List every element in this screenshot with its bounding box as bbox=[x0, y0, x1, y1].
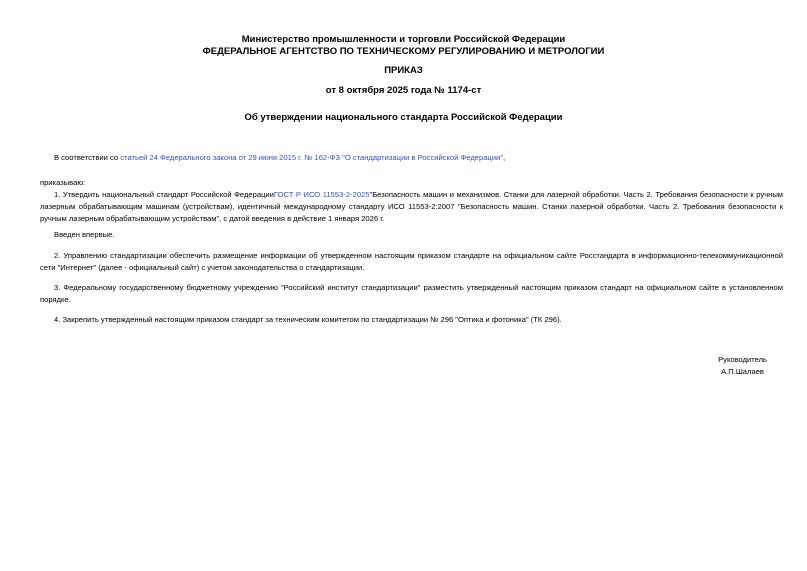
agency-name: ФЕДЕРАЛЬНОЕ АГЕНТСТВО ПО ТЕХНИЧЕСКОМУ РЕГУЛИРОВАНИЮ И МЕТРОЛОГИИ bbox=[202, 46, 605, 57]
item1-text-suffix: "Безопасность машин и механизмов. Станки для лазерной обработки. Часть 2. Требования безопасности к ручным лазерным обрабатывающим машинам (устройствам), идентичный международному стандарту ИСО 11553-2:2007 "Безопасность машин. Станки лазерной обработки. Часть 2. Требования безопасности к ручным лазерным обрабатывающим устройствам", с датой введения в действие 1 января 2026 г. bbox=[40, 190, 784, 223]
order-lead: приказываю: bbox=[40, 178, 86, 187]
order-item-1 bbox=[40, 189, 783, 225]
first-time-note: Введен впервые. bbox=[54, 230, 115, 239]
signature-name: А.П.Шалаев bbox=[721, 367, 764, 376]
document-title: Об утверждении национального стандарта Российской Федерации bbox=[244, 112, 563, 123]
signature-block bbox=[718, 354, 767, 378]
document-header bbox=[0, 0, 807, 124]
intro-text-prefix: В соответствии со bbox=[54, 153, 121, 162]
document-body bbox=[40, 152, 783, 326]
ministry-name: Министерство промышленности и торговли Российской Федерации bbox=[241, 34, 566, 45]
gost-standard-link[interactable]: ГОСТ Р ИСО 11553-2-2025 bbox=[273, 190, 370, 199]
order-item-3: 3. Федеральному государственному бюджетному учреждению "Российский институт стандартизации" разместить утвержденный настоящим приказом стандарт на официальном сайте в установленном порядке. bbox=[40, 283, 783, 304]
federal-law-link[interactable]: статьей 24 Федерального закона от 29 июня 2015 г. № 162-ФЗ "О стандартизации в Российской Федерации" bbox=[120, 153, 503, 162]
order-item-2: 2. Управлению стандартизации обеспечить размещение информации об утвержденном настоящим приказом стандарте на официальном сайте Росстандарта в информационно-телекоммуникационной сети "Интернет" (далее - официальный сайт) с учетом законодательства о стандартизации. bbox=[40, 251, 783, 272]
order-item-4: 4. Закрепить утвержденный настоящим приказом стандарт за техническим комитетом по стандартизации № 296 "Оптика и фотоника" (ТК 296). bbox=[54, 315, 562, 324]
signature-position: Руководитель bbox=[718, 355, 767, 364]
intro-paragraph bbox=[40, 152, 783, 164]
document-type: ПРИКАЗ bbox=[384, 65, 423, 76]
intro-text-suffix: , bbox=[502, 153, 506, 162]
item1-text-prefix: 1. Утвердить национальный стандарт Российской Федерации bbox=[54, 190, 274, 199]
document-date-number: от 8 октября 2025 года № 1174-ст bbox=[325, 85, 482, 96]
